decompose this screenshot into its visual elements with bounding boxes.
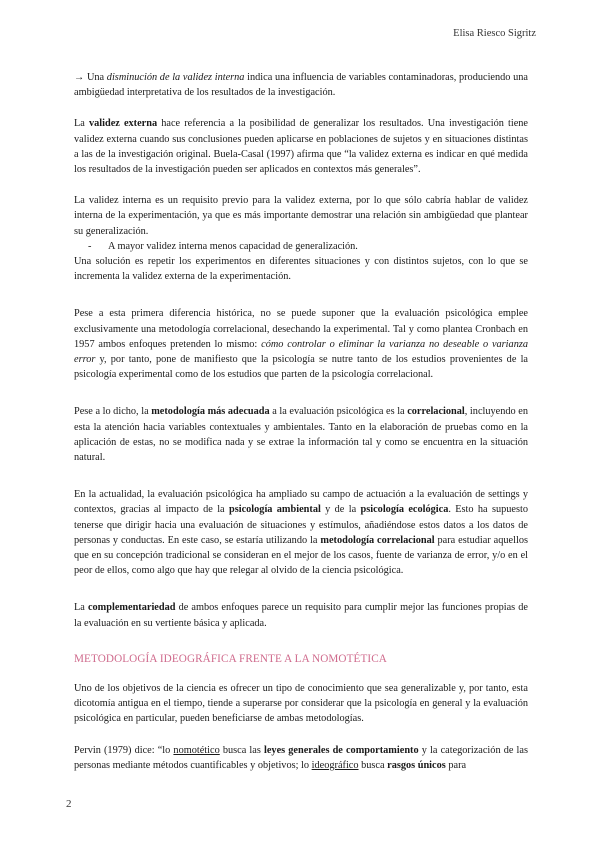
bold-term: metodología correlacional: [320, 534, 435, 546]
text: La: [74, 118, 89, 130]
text: La: [74, 602, 88, 614]
paragraph-current-scope: [74, 487, 528, 578]
paragraph-pervin-quote: [74, 743, 528, 773]
bold-term: complementariedad: [87, 602, 176, 614]
text: busca las: [219, 744, 264, 756]
bold-term: correlacional: [407, 406, 465, 418]
page-header-author: Elisa Riesco Sigritz: [453, 28, 536, 39]
text: de ambos enfoques parece un requisito para cumplir mejor las funciones propias de la evaluación en su vertiente básica y aplicada.: [74, 602, 528, 629]
bold-term: leyes generales de comportamiento: [264, 744, 419, 756]
emphasis-text: disminución de la validez interna: [106, 72, 245, 83]
bold-term: psicología ambiental: [228, 504, 321, 516]
text: y de la: [320, 504, 361, 516]
bold-term: metodología más adecuada: [151, 406, 270, 418]
text: . Esto ha supuesto tenerse que dirigir hacia una evaluación de situaciones y estímulos, añadiéndose estos datos a los datos de personas y conductas. En este caso, se estaría utilizando la: [74, 504, 528, 546]
paragraph-solution: Una solución es repetir los experimentos en diferentes situaciones y con distintos sujetos, con lo que se incrementa la validez externa de la experimentación.: [74, 256, 528, 283]
bullet-text: A mayor validez interna menos capacidad de generalización.: [108, 240, 358, 252]
text: busca: [358, 759, 388, 771]
paragraph-external-validity: [74, 116, 528, 177]
text: y la categorización de las personas mediante métodos cuantificables y objetivos; lo: [74, 744, 528, 771]
underlined-term: nomotético: [173, 744, 220, 756]
text: hace referencia a la posibilidad de generalizar los resultados. Una investigación tiene validez externa cuando sus conclusiones pueden aplicarse en poblaciones de sujetos y en situaciones distintas a las de la investigación original. Buela-Casal (1997) afirma que “la validez externa es indicar en qué medida los resultados de la investigación pueden ser aplicados en contextos más generales”.: [74, 118, 528, 176]
paragraph-internal-validity-decrease: [74, 70, 528, 100]
document-body: [74, 70, 528, 773]
page-number: 2: [66, 798, 72, 810]
text: Pese a lo dicho, la: [74, 406, 152, 418]
paragraph-complementarity: [74, 600, 528, 630]
bullet-dash: -: [88, 240, 92, 252]
text: para estudiar aquellos que en su concepción tradicional se consideran en el mejor de los casos, fuente de varianza de error, y/o en el peor de ellos, como algo que hay que relegar al olvido de la ciencia psicológica.: [74, 534, 528, 577]
paragraph-correlational-method: [74, 404, 528, 465]
section-heading: METODOLOGÍA IDEOGRÁFICA FRENTE A LA NOMOTÉTICA: [74, 652, 387, 665]
bold-term: rasgos únicos: [387, 759, 446, 771]
bold-term: validez externa: [88, 118, 158, 130]
text: indica una influencia de variables contaminadoras, produciendo una ambigüedad interpretativa de los resultados de la investigación.: [74, 72, 528, 99]
paragraph-science-objectives: Uno de los objetivos de la ciencia es ofrecer un tipo de conocimiento que sea generalizable y, por tanto, esta dicotomía antigua en el tiempo, tiende a superarse por considerar que la psicología en general y la evaluación psicológica en particular, pueden beneficiarse de ambas metodologías.: [74, 682, 528, 725]
paragraph-historical-difference: [74, 306, 528, 382]
text: para: [445, 759, 467, 771]
text: a la evaluación psicológica es la: [269, 406, 408, 418]
text: En la actualidad, la evaluación psicológica ha ampliado su campo de actuación a la evaluación de settings y contextos, gracias al impacto de la: [74, 489, 528, 516]
text: → Una: [74, 72, 107, 83]
emphasis-text: cómo controlar o eliminar la varianza no deseable o varianza error: [74, 338, 528, 366]
underlined-term: ideográfico: [311, 759, 359, 771]
text: , incluyendo en esta la atención hacia variables contextuales y ambientales. Tanto en la elaboración de pruebas como en la aplicación de estas, no se modifica nada y se extrae la información tal y como se encuentra en la situación natural.: [74, 406, 528, 464]
bold-term: psicología ecológica: [360, 504, 449, 516]
text: Pese a esta primera diferencia histórica, no se puede suponer que la evaluación psicológica emplee exclusivamente una metodología correlacional, desechando la experimental. Tal y como plantea Cronbach en 1957 ambos enfoques pretenden lo mismo:: [74, 308, 528, 350]
text: Pervin (1979) dice: “lo: [74, 744, 174, 756]
paragraph-internal-prerequisite: La validez interna es un requisito previo para la validez externa, por lo que sólo cabría hablar de validez interna de la experimentación, ya que es más importante demostrar una relación sin ambigüedad que plantear su generalización.: [74, 195, 528, 237]
bullet-item: [74, 239, 528, 254]
text: y, por tanto, pone de manifiesto que la psicología se nutre tanto de los estudios provenientes de la psicología experimental como de los estudios que parten de la psicología correlacional.: [74, 354, 528, 381]
